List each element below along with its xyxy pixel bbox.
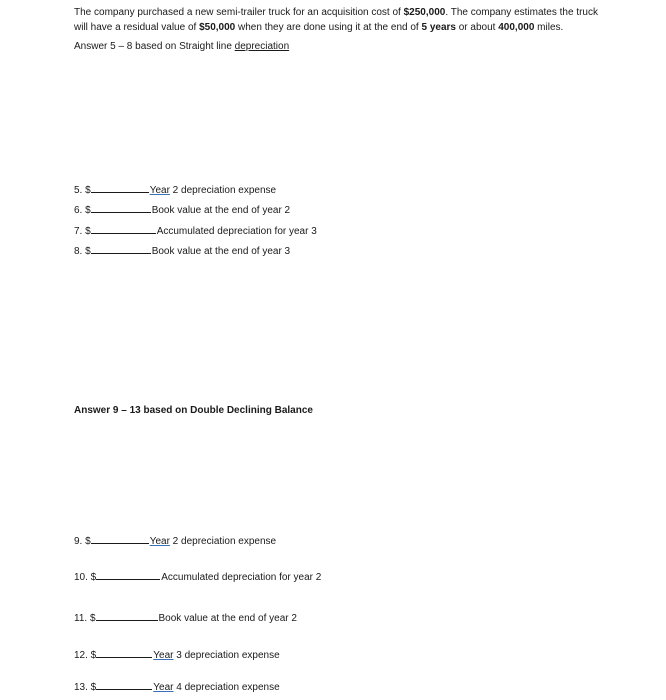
useful-life: 5 years <box>421 22 456 33</box>
answer-blank[interactable] <box>96 648 152 658</box>
description-text: 2 depreciation expense <box>169 536 277 547</box>
question-8 <box>74 244 290 257</box>
answer-blank[interactable] <box>91 183 149 193</box>
intro-text-2: . The company estimates the truck will have a residual value of <box>74 7 598 33</box>
question-description <box>152 246 290 257</box>
description-text: 4 depreciation expense <box>173 682 280 693</box>
answer-blank[interactable] <box>91 203 151 213</box>
year-word: Year <box>149 185 170 196</box>
intro-text-1: The company purchased a new semi-trailer truck for an acquisition cost of <box>74 7 404 18</box>
question-description <box>153 682 279 693</box>
intro-text-3: when they are done using it at the end of <box>235 22 422 33</box>
year-word: Year <box>153 650 174 661</box>
answer-blank[interactable] <box>96 680 152 690</box>
question-number: 8. $ <box>74 246 91 257</box>
ddb-heading: Answer 9 – 13 based on Double Declining Balance <box>74 405 313 416</box>
description-text: Book value at the end of year 2 <box>158 613 297 624</box>
residual-value: $50,000 <box>199 22 236 33</box>
question-number: 10. $ <box>74 572 97 583</box>
description-text: Accumulated depreciation for year 2 <box>161 572 322 583</box>
question-description <box>153 650 279 661</box>
question-10 <box>74 570 321 583</box>
intro-paragraph <box>74 5 614 35</box>
question-6 <box>74 203 290 216</box>
question-description <box>152 205 290 216</box>
intro-text-4: or about <box>455 22 499 33</box>
question-number: 12. $ <box>74 650 97 661</box>
question-11 <box>74 611 297 624</box>
depreciation-link[interactable]: depreciation <box>234 41 290 52</box>
description-text: 2 depreciation expense <box>169 185 277 196</box>
question-number: 13. $ <box>74 682 97 693</box>
straight-line-prefix: Answer 5 – 8 based on Straight line <box>74 41 235 52</box>
year-word: Year <box>149 536 170 547</box>
description-text: Book value at the end of year 2 <box>151 205 291 216</box>
question-description <box>150 185 276 196</box>
question-number: 7. $ <box>74 226 91 237</box>
year-word: Year <box>153 682 174 693</box>
question-13 <box>74 680 280 693</box>
question-12 <box>74 648 280 661</box>
description-text: Accumulated depreciation for year 3 <box>156 226 317 237</box>
question-number: 6. $ <box>74 205 91 216</box>
answer-blank[interactable] <box>91 224 156 234</box>
question-5 <box>74 183 276 196</box>
question-7 <box>74 224 317 237</box>
description-text: Book value at the end of year 3 <box>151 246 291 257</box>
intro-text-5: miles. <box>534 22 564 33</box>
total-miles: 400,000 <box>498 22 535 33</box>
question-number: 5. $ <box>74 185 91 196</box>
question-description <box>161 572 321 583</box>
straight-line-heading <box>74 41 289 52</box>
answer-blank[interactable] <box>91 534 149 544</box>
question-9 <box>74 534 276 547</box>
question-number: 11. $ <box>74 613 96 624</box>
acquisition-cost: $250,000 <box>403 7 446 18</box>
description-text: 3 depreciation expense <box>173 650 280 661</box>
answer-blank[interactable] <box>91 244 151 254</box>
answer-blank[interactable] <box>96 611 158 621</box>
question-description <box>159 613 297 624</box>
question-description <box>150 536 276 547</box>
question-number: 9. $ <box>74 536 91 547</box>
question-description <box>157 226 317 237</box>
answer-blank[interactable] <box>96 570 160 580</box>
